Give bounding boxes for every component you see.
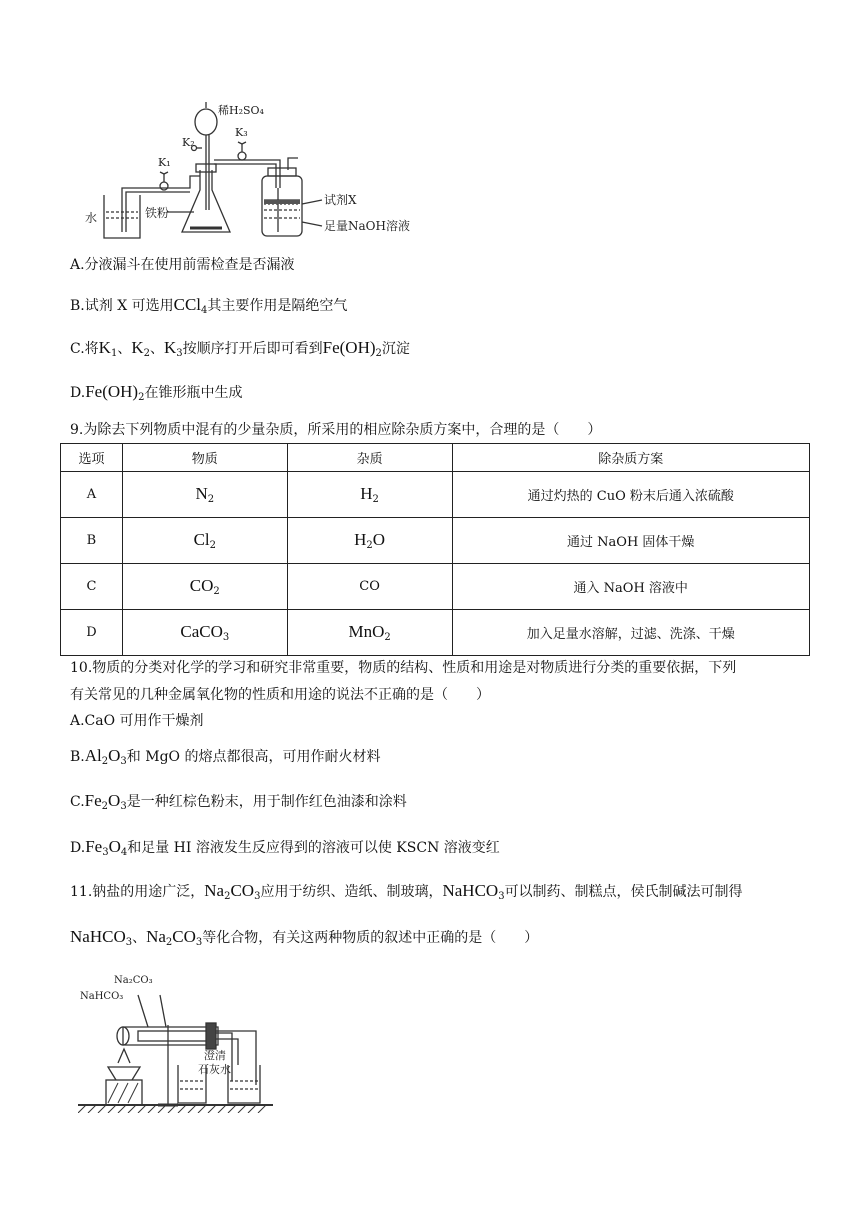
label-na2co3: Na₂CO₃ <box>114 975 153 986</box>
q8-option-a: A.分液漏斗在使用前需检查是否漏液 <box>70 257 295 273</box>
label-dilute-sulfuric-acid: 稀H₂SO₄ <box>218 104 264 117</box>
q10-stem-line1: 10.物质的分类对化学的学习和研究非常重要，物质的结构、性质和用途是对物质进行分类的重要依据，下列 <box>70 660 737 676</box>
header-method: 除杂质方案 <box>452 444 810 472</box>
q8-option-c: C.将$K_1$、$K_2$、$K_3$按顺序打开后即可看到$Fe(OH)_2$沉淀 <box>70 338 410 359</box>
table-header-row <box>61 444 810 472</box>
label-clear: 澄清 <box>204 1049 226 1062</box>
q8-option-d: $D.Fe(OH)_2$在锥形瓶中生成 <box>70 382 243 403</box>
q10-option-c: $C.Fe_2O_3$是一种红棕色粉末，用于制作红色油漆和涂料 <box>70 791 407 812</box>
q9-table <box>60 443 810 656</box>
q10-stem-line2: 有关常见的几种金属氧化物的性质和用途的说法不正确的是（ ） <box>70 687 490 703</box>
label-water: 水 <box>85 211 98 225</box>
q11-stem-line2: NaHCO$_3$、$Na_2CO_3$等化合物，有关这两种物质的叙述中正确的是（ ） <box>70 927 539 948</box>
q9-stem: 9.为除去下列物质中混有的少量杂质，所采用的相应除杂质方案中，合理的是（ ） <box>70 422 602 438</box>
label-k1: K₁ <box>158 156 171 169</box>
apparatus-diagram-feoh2 <box>82 100 412 245</box>
header-substance: 物质 <box>122 444 287 472</box>
q10-option-b: $B.Al_2O_3$和 MgO 的熔点都很高，可用作耐火材料 <box>70 746 381 767</box>
header-impurity: 杂质 <box>287 444 452 472</box>
label-nahco3: NaHCO₃ <box>80 991 124 1002</box>
table-row: C $CO_2$ CO 通入 NaOH 溶液中 <box>61 564 810 610</box>
q11-stem-line1: 11.钠盐的用途广泛，$Na_2CO_3$应用于纺织、造纸、制玻璃，NaHCO$_3$可以制药、制糕点，侯氏制碱法可制得 <box>70 881 743 902</box>
label-k3: K₃ <box>235 126 248 139</box>
header-option: 选项 <box>61 444 123 472</box>
table-row: A $N_2$ $H_2$ 通过灼热的 CuO 粉末后通入浓硫酸 <box>61 472 810 518</box>
label-reagent-x: 试剂X <box>324 193 357 207</box>
q10-option-d: $D.Fe_3O_4$和足量 HI 溶液发生反应得到的溶液可以使 KSCN 溶液变红 <box>70 837 500 858</box>
table-row: D CaCO$_3$ MnO$_2$ 加入足量水溶解，过滤、洗涤、干燥 <box>61 610 810 656</box>
q10-option-a: A.CaO 可用作干燥剂 <box>70 713 204 729</box>
label-limewater: 石灰水 <box>198 1063 231 1076</box>
apparatus-diagram-carbonate-heating <box>78 965 278 1113</box>
table-row: B $Cl_2$ $H_2O$ 通过 NaOH 固体干燥 <box>61 518 810 564</box>
label-iron-powder: 铁粉 <box>145 206 170 220</box>
q8-option-b: B.试剂 X 可选用CCl$_4$其主要作用是隔绝空气 <box>70 295 348 316</box>
label-naoh-solution: 足量NaOH溶液 <box>324 219 410 233</box>
label-k2: K₂ <box>182 136 195 149</box>
